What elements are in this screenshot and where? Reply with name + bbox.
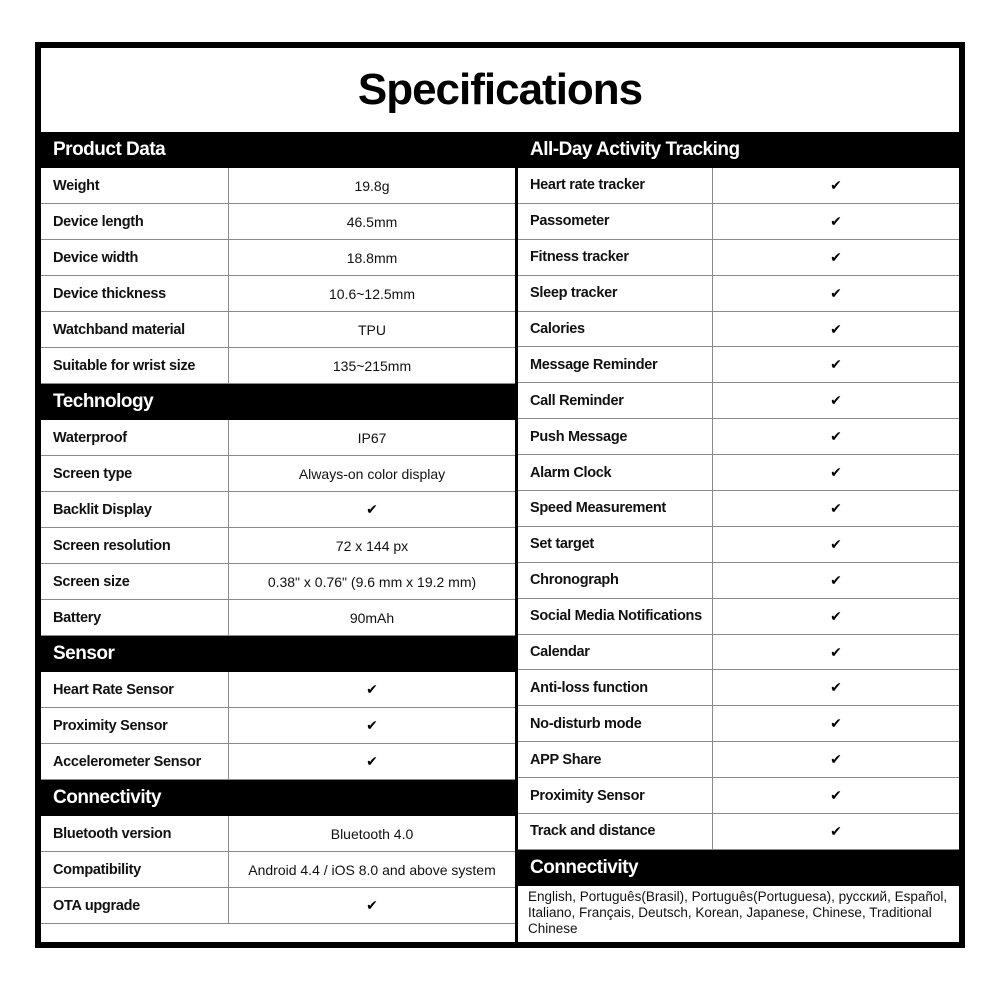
table-row <box>518 204 959 240</box>
table-row <box>518 742 959 778</box>
left-column <box>41 132 515 924</box>
table-row <box>518 706 959 742</box>
spec-value: 0.38" x 0.76" (9.6 mm x 19.2 mm) <box>267 573 477 590</box>
checkmark-icon: ✔ <box>830 822 842 839</box>
table-row <box>518 814 959 850</box>
table-row <box>41 816 515 852</box>
spec-label: Fitness tracker <box>518 240 713 275</box>
checkmark-icon: ✔ <box>830 499 842 516</box>
table-row <box>518 240 959 276</box>
spec-value: 72 x 144 px <box>335 537 409 554</box>
spec-value: 18.8mm <box>346 249 398 266</box>
spec-label: Proximity Sensor <box>41 708 229 743</box>
spec-label: Calories <box>518 312 713 347</box>
checkmark-icon: ✔ <box>830 248 842 265</box>
spec-label: Screen size <box>41 564 229 599</box>
technology-rows <box>41 420 515 636</box>
table-row <box>518 168 959 204</box>
spec-label: Alarm Clock <box>518 455 713 490</box>
checkmark-icon: ✔ <box>830 787 842 804</box>
table-row <box>518 527 959 563</box>
table-row <box>518 276 959 312</box>
spec-label: Message Reminder <box>518 347 713 382</box>
table-row <box>518 778 959 814</box>
table-row <box>41 564 515 600</box>
checkmark-icon: ✔ <box>830 356 842 373</box>
checkmark-icon: ✔ <box>366 753 378 769</box>
spec-label: Weight <box>41 168 229 203</box>
spec-label: Screen type <box>41 456 229 491</box>
table-row <box>41 456 515 492</box>
checkmark-icon: ✔ <box>366 717 378 733</box>
spec-label: Compatibility <box>41 852 229 887</box>
spec-label: Chronograph <box>518 563 713 598</box>
table-row <box>518 563 959 599</box>
spec-value: 46.5mm <box>346 213 398 230</box>
spec-label: Device width <box>41 240 229 275</box>
tracking-rows <box>518 168 959 850</box>
table-row <box>41 528 515 564</box>
checkmark-icon: ✔ <box>830 751 842 768</box>
table-row <box>518 347 959 383</box>
table-row <box>518 670 959 706</box>
table-row <box>41 420 515 456</box>
spec-value: 19.8g <box>354 177 390 194</box>
spec-value: Always-on color display <box>298 465 446 482</box>
spec-label: Heart rate tracker <box>518 168 713 203</box>
table-row <box>41 204 515 240</box>
spec-label: Watchband material <box>41 312 229 347</box>
table-row <box>41 888 515 924</box>
checkmark-icon: ✔ <box>830 607 842 624</box>
checkmark-icon: ✔ <box>830 535 842 552</box>
table-row <box>41 492 515 528</box>
table-row <box>41 708 515 744</box>
sensor-rows <box>41 672 515 780</box>
spec-label: Calendar <box>518 635 713 670</box>
spec-label: Social Media Notifications <box>518 599 713 634</box>
checkmark-icon: ✔ <box>830 679 842 696</box>
spec-value: Bluetooth 4.0 <box>330 825 414 842</box>
spec-label: Device length <box>41 204 229 239</box>
spec-value: 90mAh <box>349 609 395 626</box>
table-row <box>41 852 515 888</box>
spec-label: Device thickness <box>41 276 229 311</box>
right-column <box>518 132 959 940</box>
table-row <box>518 491 959 527</box>
checkmark-icon: ✔ <box>830 464 842 481</box>
connectivity-rows <box>41 816 515 924</box>
spec-label: Track and distance <box>518 814 713 849</box>
section-header-activity-tracking: All-Day Activity Tracking <box>518 132 959 168</box>
product-data-rows <box>41 168 515 384</box>
checkmark-icon: ✔ <box>830 643 842 660</box>
checkmark-icon: ✔ <box>830 392 842 409</box>
spec-label: Screen resolution <box>41 528 229 563</box>
checkmark-icon: ✔ <box>366 681 378 697</box>
checkmark-icon: ✔ <box>366 501 378 517</box>
spec-label: Bluetooth version <box>41 816 229 851</box>
spec-label: Suitable for wrist size <box>41 348 229 383</box>
section-header-connectivity-left: Connectivity <box>41 780 515 816</box>
table-row <box>518 419 959 455</box>
checkmark-icon: ✔ <box>830 284 842 301</box>
checkmark-icon: ✔ <box>830 715 842 732</box>
spec-sheet <box>35 42 965 948</box>
spec-label: Sleep tracker <box>518 276 713 311</box>
spec-label: OTA upgrade <box>41 888 229 923</box>
section-header-technology: Technology <box>41 384 515 420</box>
spec-value: Android 4.4 / iOS 8.0 and above system <box>248 861 496 878</box>
spec-label: Accelerometer Sensor <box>41 744 229 779</box>
spec-label: Passometer <box>518 204 713 239</box>
checkmark-icon: ✔ <box>830 212 842 229</box>
section-header-product-data: Product Data <box>41 132 515 168</box>
checkmark-icon: ✔ <box>830 176 842 193</box>
spec-label: Call Reminder <box>518 383 713 418</box>
table-row <box>41 276 515 312</box>
section-header-sensor: Sensor <box>41 636 515 672</box>
spec-label: APP Share <box>518 742 713 777</box>
table-row <box>41 312 515 348</box>
spec-label: Heart Rate Sensor <box>41 672 229 707</box>
spec-value: 10.6~12.5mm <box>329 285 415 302</box>
spec-label: Waterproof <box>41 420 229 455</box>
supported-languages: English, Português(Brasil), Português(Portuguesa), русский, Español, Italiano, Français, Deutsch, Korean, Japanese, Chinese, Traditional Chinese <box>528 888 948 936</box>
section-header-connectivity-right: Connectivity <box>518 850 959 886</box>
table-row <box>41 240 515 276</box>
spec-label: Push Message <box>518 419 713 454</box>
spec-label: Battery <box>41 600 229 635</box>
spec-value: 135~215mm <box>332 357 412 374</box>
table-row <box>518 455 959 491</box>
table-row <box>41 348 515 384</box>
spec-label: Anti-loss function <box>518 670 713 705</box>
table-row <box>518 599 959 635</box>
table-row <box>41 600 515 636</box>
spec-label: Backlit Display <box>41 492 229 527</box>
checkmark-icon: ✔ <box>366 897 378 913</box>
table-row <box>41 672 515 708</box>
spec-label: Proximity Sensor <box>518 778 713 813</box>
checkmark-icon: ✔ <box>830 320 842 337</box>
table-row <box>518 383 959 419</box>
table-row <box>518 635 959 671</box>
checkmark-icon: ✔ <box>830 571 842 588</box>
table-row <box>518 312 959 348</box>
table-row <box>41 744 515 780</box>
table-row <box>41 168 515 204</box>
spec-label: No-disturb mode <box>518 706 713 741</box>
checkmark-icon: ✔ <box>830 428 842 445</box>
spec-value: IP67 <box>357 429 387 446</box>
spec-label: Set target <box>518 527 713 562</box>
spec-label: Speed Measurement <box>518 491 713 526</box>
page-title: Specifications <box>357 65 643 114</box>
spec-value: TPU <box>358 321 386 338</box>
